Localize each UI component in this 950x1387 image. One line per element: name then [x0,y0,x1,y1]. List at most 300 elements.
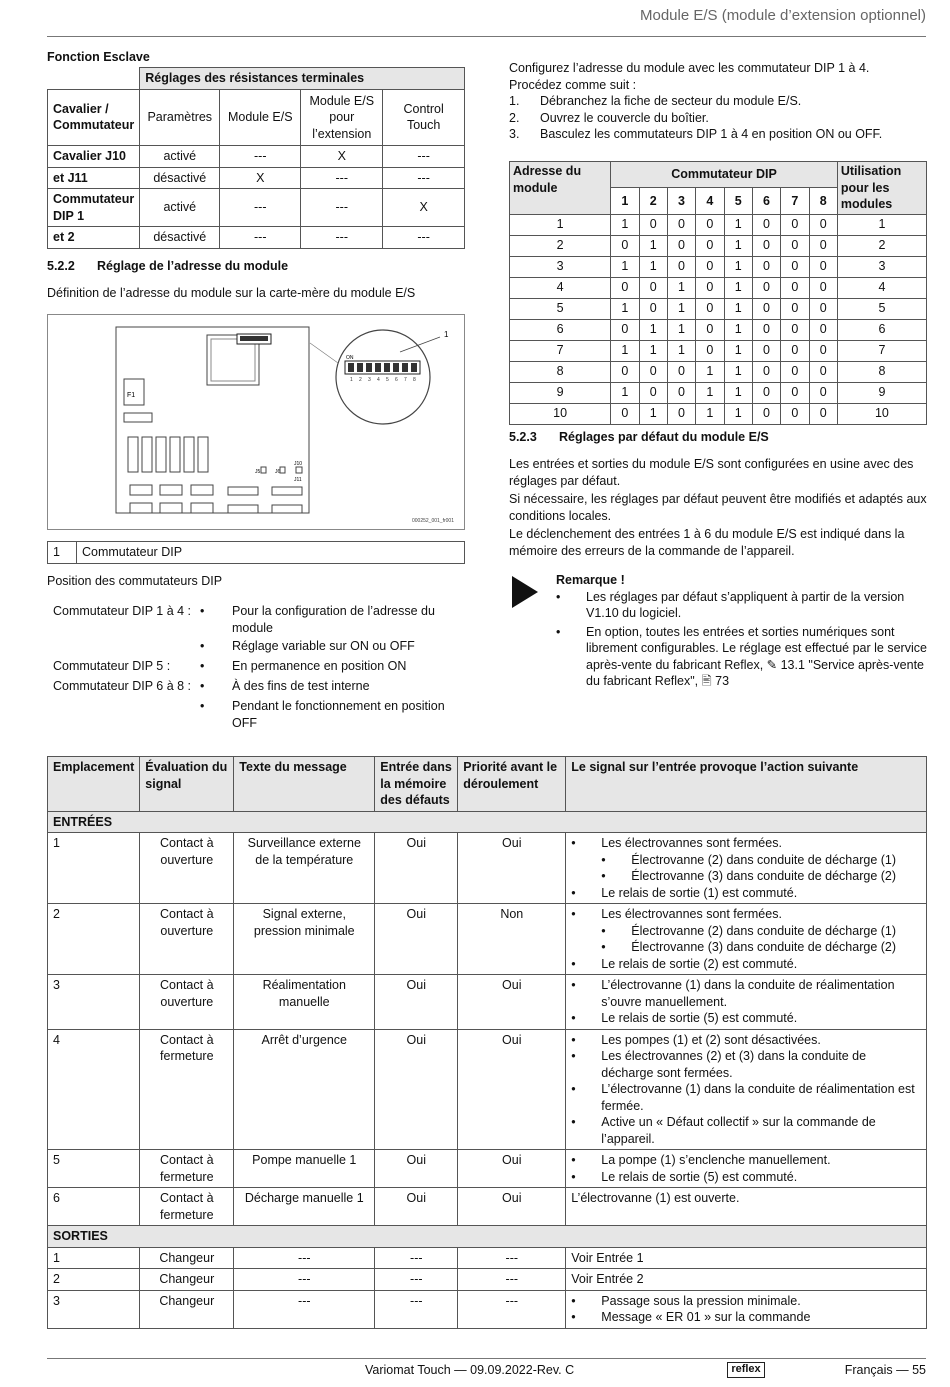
table-cell: Changeur [140,1247,234,1269]
table-cell: Oui [375,1029,458,1150]
table-cell: 0 [696,256,724,277]
table-cell: 0 [696,235,724,256]
dip-on-label: ON [346,355,354,361]
note-text: Les réglages par défaut s’appliquent à partir de la version V1.10 du logiciel. [586,589,905,620]
list-item [571,1309,921,1326]
step-number: 3. [509,127,520,141]
table-cell: 0 [667,361,695,382]
esclave-col-header: Module E/S pour l’extension [301,89,383,146]
bullet: • [556,624,561,639]
table-cell: 0 [809,319,837,340]
section-number: 5.2.3 [509,430,537,444]
table-cell: --- [375,1247,458,1269]
footer-doc: Variomat Touch — 09.09.2022-Rev. C [365,1363,575,1377]
table-cell: 3 [837,256,926,277]
table-cell: 0 [639,277,667,298]
dip-header: Commutateur DIP [611,162,838,188]
bullet: • [601,940,606,954]
table-cell: Oui [458,1150,566,1188]
step-text: Basculez les commutateurs DIP 1 à 4 en position ON ou OFF. [540,127,883,141]
action-text: Les pompes (1) et (2) sont désactivées. [601,1032,821,1047]
dip-key: Commutateur DIP 1 à 4 : [53,604,192,618]
table-cell: 1 [639,235,667,256]
table-row [48,833,927,904]
bullet: • [571,1032,576,1047]
table-cell: Oui [458,1188,566,1226]
list-item [556,589,928,622]
table-cell: 1 [611,340,639,361]
table-cell: 1 [510,214,611,235]
table-cell: Contact à fermeture [140,1188,234,1226]
table-cell: 0 [639,214,667,235]
table-cell: Décharge manuelle 1 [234,1188,375,1226]
signal-table [47,756,927,1329]
section-heading-522 [47,258,288,275]
list-item [571,835,921,852]
action-text: L’électrovanne (1) dans la conduite de réalimentation s’ouvre manuellement. [601,978,895,1009]
bullet: • [571,1153,576,1167]
bullet: • [571,885,576,900]
table-cell: 0 [639,298,667,319]
list-item [571,923,921,940]
table-cell: X [383,189,465,227]
table-cell: 6 [510,319,611,340]
dip-column-header: 2 [639,188,667,214]
table-cell: 1 [724,298,752,319]
signal-col-header: Entrée dans la mémoire des défauts [375,757,458,812]
action-text: Active un « Défaut collectif » sur la commande de l’appareil. [601,1115,876,1146]
table-cell: désactivé [140,167,220,189]
dip-number: 2 [359,377,362,383]
table-cell: 0 [752,403,780,424]
table-cell: 0 [781,403,809,424]
section-title: Réglages par défaut du module E/S [559,430,769,444]
table-cell: 1 [639,403,667,424]
table-cell: Contact à ouverture [140,975,234,1030]
action-text: Message « ER 01 » sur la commande [601,1310,811,1324]
table-cell: 1 [611,298,639,319]
table-cell: --- [234,1269,375,1291]
signal-col-header: Priorité avant le déroulement [458,757,566,812]
list-item [556,624,928,690]
table-row [510,340,927,361]
bullet: • [200,679,205,693]
list-item [571,868,921,885]
bullet: • [556,589,561,604]
action-cell [566,904,927,975]
list-item [509,110,927,127]
table-cell: 0 [696,277,724,298]
table-cell: 0 [752,340,780,361]
section-heading-523 [509,429,769,446]
table-cell: 1 [48,833,140,904]
list-item [571,1114,921,1147]
section-label: SORTIES [48,1226,927,1248]
table-cell: 1 [667,298,695,319]
table-cell: Non [458,904,566,975]
table-row [48,1290,927,1328]
esclave-title: Fonction Esclave [47,50,150,64]
table-cell: 5 [837,298,926,319]
action-cell [566,833,927,904]
table-cell: 0 [752,256,780,277]
table-row [48,146,465,168]
signal-table-body [48,811,927,1328]
dip-column-header: 3 [667,188,695,214]
table-cell: 6 [837,319,926,340]
table-cell: 1 [611,382,639,403]
action-cell [566,1269,927,1291]
table-cell: --- [234,1247,375,1269]
dip-number: 5 [386,377,389,383]
table-row [48,167,465,189]
table-cell: 0 [781,256,809,277]
table-cell: 4 [837,277,926,298]
table-cell: 1 [696,361,724,382]
table-cell: Contact à fermeture [140,1029,234,1150]
list-item [571,1169,921,1186]
table-cell: Oui [375,1188,458,1226]
table-cell: --- [301,189,383,227]
table-cell: 8 [510,361,611,382]
dip-number: 3 [368,377,371,383]
table-row [48,1269,927,1291]
dip-column-header: 5 [724,188,752,214]
table-cell: 1 [667,319,695,340]
table-cell: 0 [696,298,724,319]
table-cell: Oui [375,975,458,1030]
note-title: Remarque ! [556,573,625,587]
dip-column-header: 8 [809,188,837,214]
table-cell: 0 [781,235,809,256]
table-cell: 10 [510,403,611,424]
dip-position-title: Position des commutateurs DIP [47,574,223,588]
table-cell: Pompe manuelle 1 [234,1150,375,1188]
figure-legend-table [47,541,465,564]
table-cell: 0 [752,214,780,235]
table-cell: Réalimentation manuelle [234,975,375,1030]
table-cell: 2 [510,235,611,256]
dip-number: 8 [413,377,416,383]
table-cell: 1 [48,1247,140,1269]
dip-column-header: 6 [752,188,780,214]
addr-header: Adresse du module [510,162,611,215]
list-item [53,658,465,676]
table-cell: 1 [724,235,752,256]
table-row [510,361,927,382]
section-title: Réglage de l’adresse du module [97,259,289,273]
list-item [571,1081,921,1114]
bullet: • [200,659,205,673]
table-cell: 1 [837,214,926,235]
table-cell: 0 [752,277,780,298]
table-cell: et J11 [48,167,140,189]
table-cell: --- [383,227,465,249]
table-row [510,214,927,235]
table-cell: Oui [458,1029,566,1150]
bullet: • [601,852,606,867]
table-cell: 5 [510,298,611,319]
list-item [53,638,465,656]
section-number: 5.2.2 [47,259,75,273]
sorties-section-row [48,1226,927,1248]
config-line: Procédez comme suit : [509,77,637,92]
legend-number: 1 [48,542,77,564]
address-table [509,161,927,425]
esclave-col-header: Module E/S [220,89,301,146]
action-cell [566,1150,927,1188]
table-cell: 2 [48,904,140,975]
table-cell: 0 [809,256,837,277]
table-cell: 0 [639,382,667,403]
table-cell: Oui [375,1150,458,1188]
table-cell: --- [458,1247,566,1269]
action-text: L’électrovanne (1) dans la conduite de réalimentation est fermée. [601,1082,915,1113]
paragraph: Si nécessaire, les réglages par défaut peuvent être modifiés et adaptés aux conditions locales. [509,492,927,523]
table-cell: 1 [724,340,752,361]
section-522-intro: Définition de l’adresse du module sur la carte-mère du module E/S [47,286,416,300]
table-cell: 0 [781,277,809,298]
table-cell: 1 [724,382,752,403]
table-cell: 1 [724,256,752,277]
table-cell: 0 [752,361,780,382]
paragraph: Les entrées et sorties du module E/S sont configurées en usine avec des réglages par défaut. [509,457,914,488]
table-cell: 1 [724,214,752,235]
table-cell: 0 [809,361,837,382]
section-label: ENTRÉES [48,811,927,833]
paragraph: Le déclenchement des entrées 1 à 6 du module E/S est indiqué dans la mémoire des erreurs de la commande de l’appareil. [509,527,905,558]
signal-col-header: Texte du message [234,757,375,812]
table-row [510,382,927,403]
table-row [48,1029,927,1150]
action-text: Électrovanne (2) dans conduite de décharge (1) [631,923,897,938]
table-cell: 1 [724,403,752,424]
page-header-title: Module E/S (module d’extension optionnel) [639,7,926,24]
action-text: Le relais de sortie (5) est commuté. [601,1011,798,1025]
action-text: Le relais de sortie (5) est commuté. [601,1169,798,1184]
table-cell: 1 [667,340,695,361]
action-text: Voir Entrée 1 [571,1250,644,1265]
table-cell: 0 [752,235,780,256]
table-cell: 6 [48,1188,140,1226]
dip-column-header: 1 [611,188,639,214]
table-cell: 3 [48,975,140,1030]
table-cell: 0 [611,235,639,256]
table-row [48,1150,927,1188]
table-cell: 1 [611,214,639,235]
table-cell: 0 [667,235,695,256]
table-cell: 0 [809,277,837,298]
list-item [509,93,927,110]
list-item [571,885,921,902]
list-item [571,1032,921,1049]
section-523-body [509,456,927,559]
action-text: Voir Entrée 2 [571,1272,644,1286]
table-cell: 0 [611,361,639,382]
bullet: • [571,1169,576,1184]
jumper-label: J6 [275,469,281,475]
list-item [509,126,927,143]
table-cell: Oui [458,975,566,1030]
bullet: • [571,1115,576,1129]
table-cell: activé [140,189,220,227]
action-text: Passage sous la pression minimale. [601,1293,801,1308]
table-cell: 0 [809,298,837,319]
table-cell: --- [301,227,383,249]
table-cell: 0 [752,382,780,403]
table-cell: 1 [639,256,667,277]
list-item [571,1152,921,1169]
step-number: 2. [509,110,520,125]
bullet: • [601,923,606,938]
bullet: • [571,907,576,921]
list-item [571,1010,921,1027]
header-rule [47,36,926,37]
table-cell: 0 [667,403,695,424]
table-cell: désactivé [140,227,220,249]
config-line: Configurez l’adresse du module avec les commutateur DIP 1 à 4. [509,61,870,75]
table-cell: Changeur [140,1269,234,1291]
table-cell: Oui [458,833,566,904]
table-cell: 0 [781,361,809,382]
action-text: Les électrovannes sont fermées. [601,836,782,850]
table-cell: activé [140,146,220,168]
dip-key [53,698,200,731]
table-cell: 0 [809,340,837,361]
bullet: • [571,978,576,992]
dip-key [53,638,200,656]
step-text: Débranchez la fiche de secteur du module E/S. [540,94,802,108]
remarque-note [556,572,928,690]
table-cell: 8 [837,361,926,382]
action-text: Les électrovannes (2) et (3) dans la conduite de décharge sont fermées. [601,1049,867,1080]
table-cell: 0 [611,277,639,298]
list-item [571,939,921,956]
table-cell: 9 [837,382,926,403]
table-row [48,975,927,1030]
note-arrow-icon [512,576,538,608]
table-cell: --- [220,146,301,168]
table-cell: 0 [809,235,837,256]
table-row [510,403,927,424]
bullet: • [571,956,576,971]
dip-key: Commutateur DIP 5 : [53,659,171,673]
dip-value: Pour la configuration de l’adresse du module [232,604,435,635]
table-row [48,1247,927,1269]
action-text: L’électrovanne (1) est ouverte. [571,1191,740,1205]
use-header: Utilisation pour les modules [837,162,926,215]
table-cell: 0 [752,319,780,340]
table-cell: --- [458,1269,566,1291]
jumper-label: J5 [255,469,261,475]
table-cell: 2 [837,235,926,256]
action-cell [566,1029,927,1150]
table-cell: 0 [781,340,809,361]
table-cell: Oui [375,833,458,904]
list-item [53,603,465,636]
action-text: Le relais de sortie (1) est commuté. [601,885,798,900]
table-cell: 0 [667,382,695,403]
action-text: Électrovanne (3) dans conduite de décharge (2) [631,940,897,954]
action-text: La pompe (1) s’enclenche manuellement. [601,1153,831,1167]
table-cell: 3 [510,256,611,277]
footer-page: Français — 55 [844,1363,926,1377]
bullet: • [571,1310,576,1324]
table-cell: 3 [48,1290,140,1328]
dip-value: Pendant le fonctionnement en position OFF [232,699,445,730]
table-cell: 0 [809,214,837,235]
table-cell: 0 [667,214,695,235]
list-item [571,852,921,869]
bullet: • [571,1011,576,1025]
dip-value: En permanence en position ON [232,659,407,673]
table-cell: 0 [781,214,809,235]
table-cell: 0 [696,319,724,340]
action-text: Électrovanne (3) dans conduite de décharge (2) [631,869,897,883]
table-cell: Contact à fermeture [140,1150,234,1188]
table-cell: 0 [611,319,639,340]
circuit-board-drawing [48,315,464,529]
table-cell: 0 [752,298,780,319]
table-cell: 0 [639,361,667,382]
table-cell: Signal externe, pression minimale [234,904,375,975]
esclave-col-header: Cavalier / Commutateur [48,89,140,146]
table-cell: 1 [724,319,752,340]
table-cell: Contact à ouverture [140,904,234,975]
table-cell: 0 [781,382,809,403]
table-cell: --- [383,167,465,189]
table-cell: --- [234,1290,375,1328]
table-cell: Changeur [140,1290,234,1328]
action-text: Le relais de sortie (2) est commuté. [601,956,798,971]
dip-column-header: 7 [781,188,809,214]
figure-code: 000252_001_fr001 [412,518,454,524]
table-cell: 1 [639,340,667,361]
table-row [48,227,465,249]
step-text: Ouvrez le couvercle du boîtier. [540,110,709,125]
esclave-col-header: Control Touch [383,89,465,146]
table-cell: 1 [696,382,724,403]
action-cell [566,1188,927,1226]
action-cell [566,1290,927,1328]
table-cell: 0 [611,403,639,424]
table-cell: Surveillance externe de la température [234,833,375,904]
table-cell: --- [220,189,301,227]
jumper-label: J11 [294,477,302,483]
config-instructions [509,60,927,143]
table-cell: 5 [48,1150,140,1188]
table-cell: 1 [639,319,667,340]
step-number: 1. [509,94,520,108]
table-cell: et 2 [48,227,140,249]
table-cell: 7 [837,340,926,361]
jumper-label: J10 [294,461,303,467]
dip-number: 7 [404,377,407,383]
table-cell: 1 [611,256,639,277]
bullet: • [601,869,606,883]
bullet: • [571,1049,576,1063]
table-cell: 7 [510,340,611,361]
list-item [571,1293,921,1310]
action-cell [566,975,927,1030]
bullet: • [200,699,205,713]
action-cell [566,1247,927,1269]
esclave-group-header: Réglages des résistances terminales [140,68,465,90]
action-text: Électrovanne (2) dans conduite de décharge (1) [631,852,897,867]
table-cell: 0 [696,340,724,361]
figure-callout: 1 [444,330,449,339]
list-item [571,977,921,1010]
